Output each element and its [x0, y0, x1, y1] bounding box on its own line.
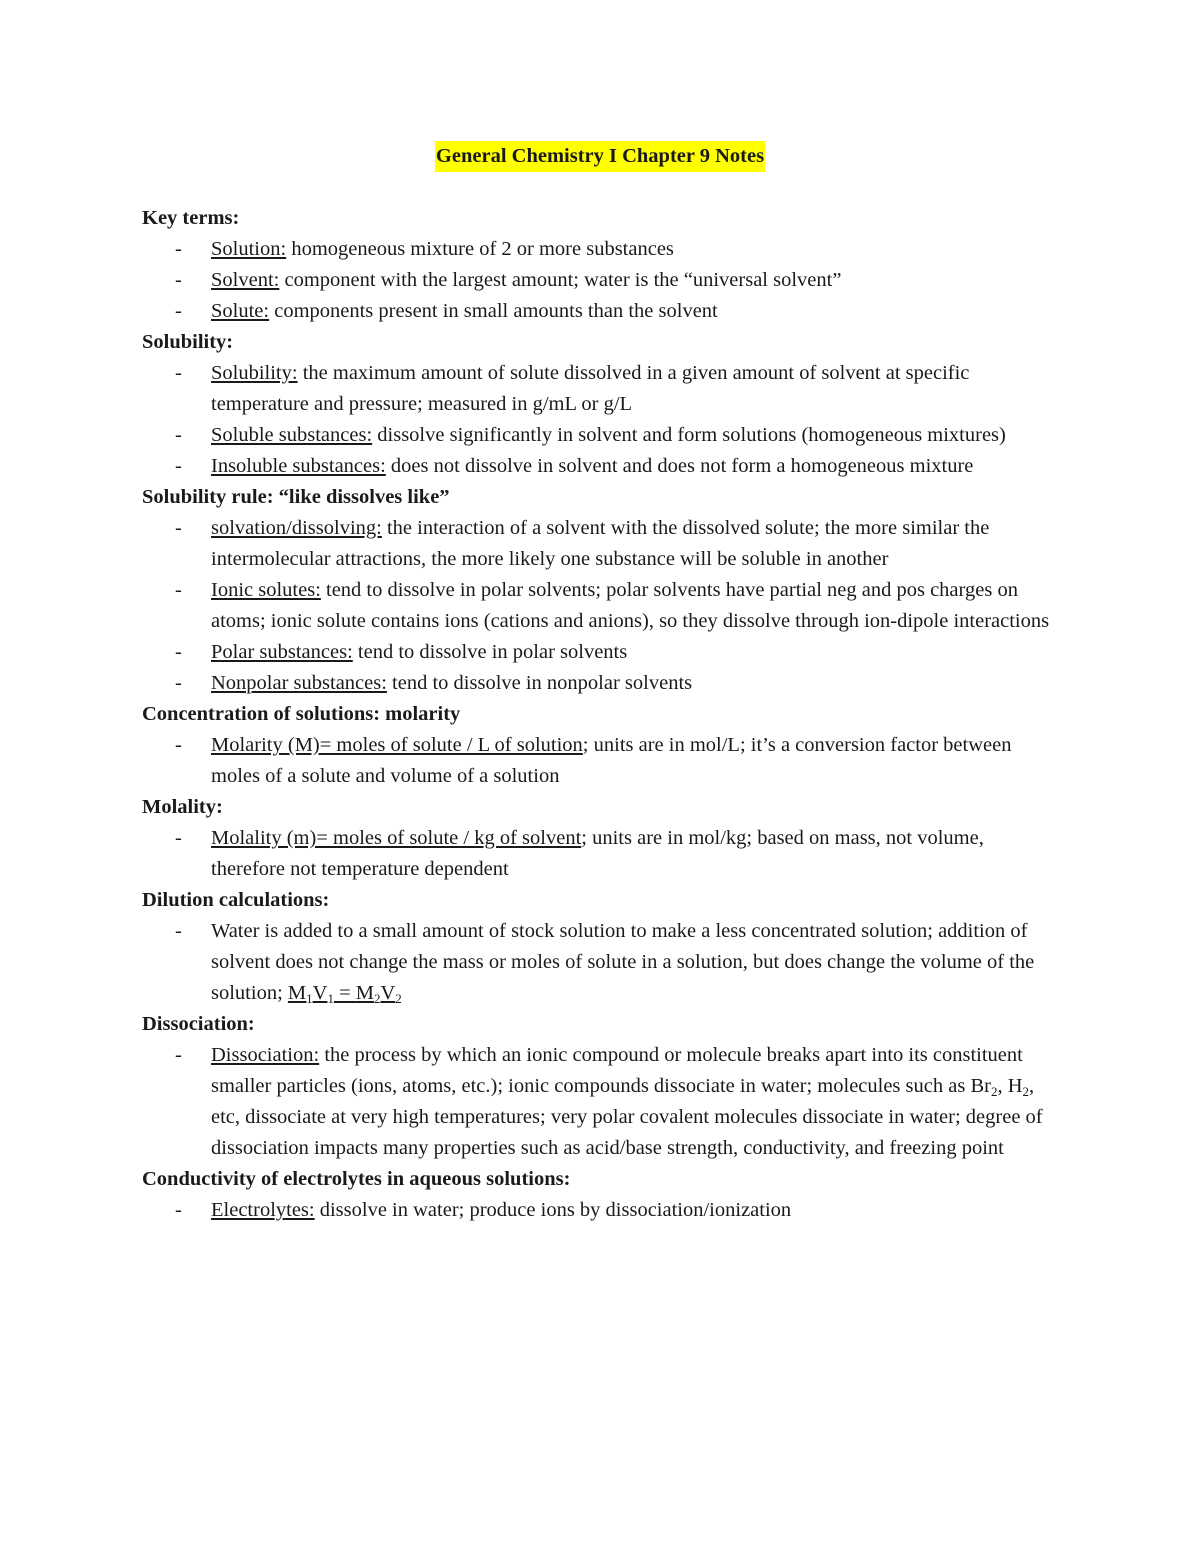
- list-item: [142, 513, 1062, 575]
- term-definition: does not dissolve in solvent and does not form a homogeneous mixture: [385, 455, 974, 477]
- term-label: Solubility:: [211, 362, 298, 384]
- list-item: [142, 265, 1062, 296]
- term-label: Dissociation:: [211, 1044, 320, 1066]
- term-definition: ; units are in mol/kg; based on mass, not volume, therefore not temperature dependent: [211, 827, 984, 880]
- list-item: [142, 1040, 1062, 1164]
- document-title: General Chemistry I Chapter 9 Notes: [435, 141, 765, 172]
- document-body: [142, 203, 1062, 1226]
- list-item: [142, 730, 1062, 792]
- term-label: solvation/dissolving:: [211, 517, 382, 539]
- title-wrap: [0, 141, 1200, 172]
- eq-v2: V: [380, 982, 396, 1004]
- eq-sub: 2: [395, 991, 402, 1006]
- term-label: Soluble substances:: [211, 424, 373, 446]
- eq-v1: V: [312, 982, 328, 1004]
- bullet-dash: -: [175, 579, 182, 601]
- list-item: [142, 296, 1062, 327]
- term-label: Ionic solutes:: [211, 579, 321, 601]
- section-heading-molarity: Concentration of solutions: molarity: [142, 703, 461, 725]
- list-item: [142, 420, 1062, 451]
- term-definition: ; units are in mol/L; it’s a conversion factor between moles of a solute and volume of a solution: [211, 734, 1012, 787]
- list-item: [142, 823, 1062, 885]
- list-item: [142, 1195, 1062, 1226]
- bullet-dash: -: [175, 920, 182, 942]
- eq-equals: =: [333, 982, 356, 1004]
- term-label: Nonpolar substances:: [211, 672, 387, 694]
- term-definition: tend to dissolve in polar solvents; polar solvents have partial neg and pos charges on atoms; ionic solute contains ions (cations and anions), so they dissolve through ion-dipole interactions: [211, 579, 1050, 632]
- term-definition: the maximum amount of solute dissolved in a given amount of solvent at specific temperature and pressure; measured in g/mL or g/L: [211, 362, 970, 415]
- list-item: [142, 451, 1062, 482]
- subscript: 2: [1022, 1084, 1030, 1099]
- bullet-dash: -: [175, 641, 182, 663]
- bullet-dash: -: [175, 827, 182, 849]
- list-item: [142, 637, 1062, 668]
- subscript: 2: [990, 1084, 998, 1099]
- bullet-dash: -: [175, 1044, 182, 1066]
- bullet-dash: -: [175, 424, 182, 446]
- section-heading-conductivity: Conductivity of electrolytes in aqueous solutions:: [142, 1168, 571, 1190]
- term-definition-a: the process by which an ionic compound or molecule breaks apart into its constituent smaller particles (ions, atoms, etc.); ionic compounds dissociate in water; molecules such as Br: [211, 1044, 1023, 1097]
- list-item: [142, 575, 1062, 637]
- section-heading-dissociation: Dissociation:: [142, 1013, 255, 1035]
- term-label: Solution:: [211, 238, 287, 260]
- term-label: Insoluble substances:: [211, 455, 386, 477]
- term-label: Polar substances:: [211, 641, 353, 663]
- term-label: Molarity (M)= moles of solute / L of solution: [211, 734, 583, 756]
- eq-sub: 1: [327, 991, 334, 1006]
- term-definition: homogeneous mixture of 2 or more substances: [286, 238, 674, 260]
- term-label: Molality (m)= moles of solute / kg of solvent: [211, 827, 582, 849]
- term-definition-b: , H: [997, 1075, 1023, 1097]
- dilution-equation: [288, 982, 402, 1004]
- section-heading-solubility: Solubility:: [142, 331, 234, 353]
- bullet-dash: -: [175, 455, 182, 477]
- list-item: [142, 916, 1062, 1009]
- eq-m1: M: [287, 982, 307, 1004]
- bullet-dash: -: [175, 1199, 182, 1221]
- section-heading-dilution: Dilution calculations:: [142, 889, 330, 911]
- bullet-dash: -: [175, 517, 182, 539]
- term-definition: dissolve in water; produce ions by dissociation/ionization: [314, 1199, 792, 1221]
- list-item: [142, 358, 1062, 420]
- term-label: Solute:: [211, 300, 270, 322]
- section-heading-molality: Molality:: [142, 796, 223, 818]
- term-definition-c: , etc, dissociate at very high temperatures; very polar covalent molecules dissociate in water; degree of dissociation impacts many properties such as acid/base strength, conductivity, and freezing point: [211, 1075, 1043, 1159]
- list-item: [142, 234, 1062, 265]
- term-definition: components present in small amounts than the solvent: [269, 300, 718, 322]
- term-label: Solvent:: [211, 269, 280, 291]
- section-heading-solubility-rule: Solubility rule: “like dissolves like”: [142, 486, 450, 508]
- term-label: Electrolytes:: [211, 1199, 315, 1221]
- eq-sub: 2: [373, 991, 381, 1006]
- bullet-dash: -: [175, 269, 182, 291]
- eq-sub: 1: [306, 991, 313, 1006]
- bullet-dash: -: [175, 300, 182, 322]
- term-definition: the interaction of a solvent with the dissolved solute; the more similar the intermolecular attractions, the more likely one substance will be soluble in another: [211, 517, 990, 570]
- list-item: [142, 668, 1062, 699]
- bullet-dash: -: [175, 672, 182, 694]
- bullet-dash: -: [175, 734, 182, 756]
- term-definition: dissolve significantly in solvent and form solutions (homogeneous mixtures): [372, 424, 1006, 446]
- eq-m2: M: [355, 982, 374, 1004]
- term-definition: tend to dissolve in polar solvents: [352, 641, 628, 663]
- item-text: Water is added to a small amount of stock solution to make a less concentrated solution; addition of solvent does not change the mass or moles of solute in a solution, but does change the volume of the solution;: [211, 920, 1035, 1004]
- term-definition: tend to dissolve in nonpolar solvents: [386, 672, 693, 694]
- term-definition: component with the largest amount; water is the “universal solvent”: [279, 269, 842, 291]
- bullet-dash: -: [175, 362, 182, 384]
- bullet-dash: -: [175, 238, 182, 260]
- section-heading-key-terms: Key terms:: [142, 207, 240, 229]
